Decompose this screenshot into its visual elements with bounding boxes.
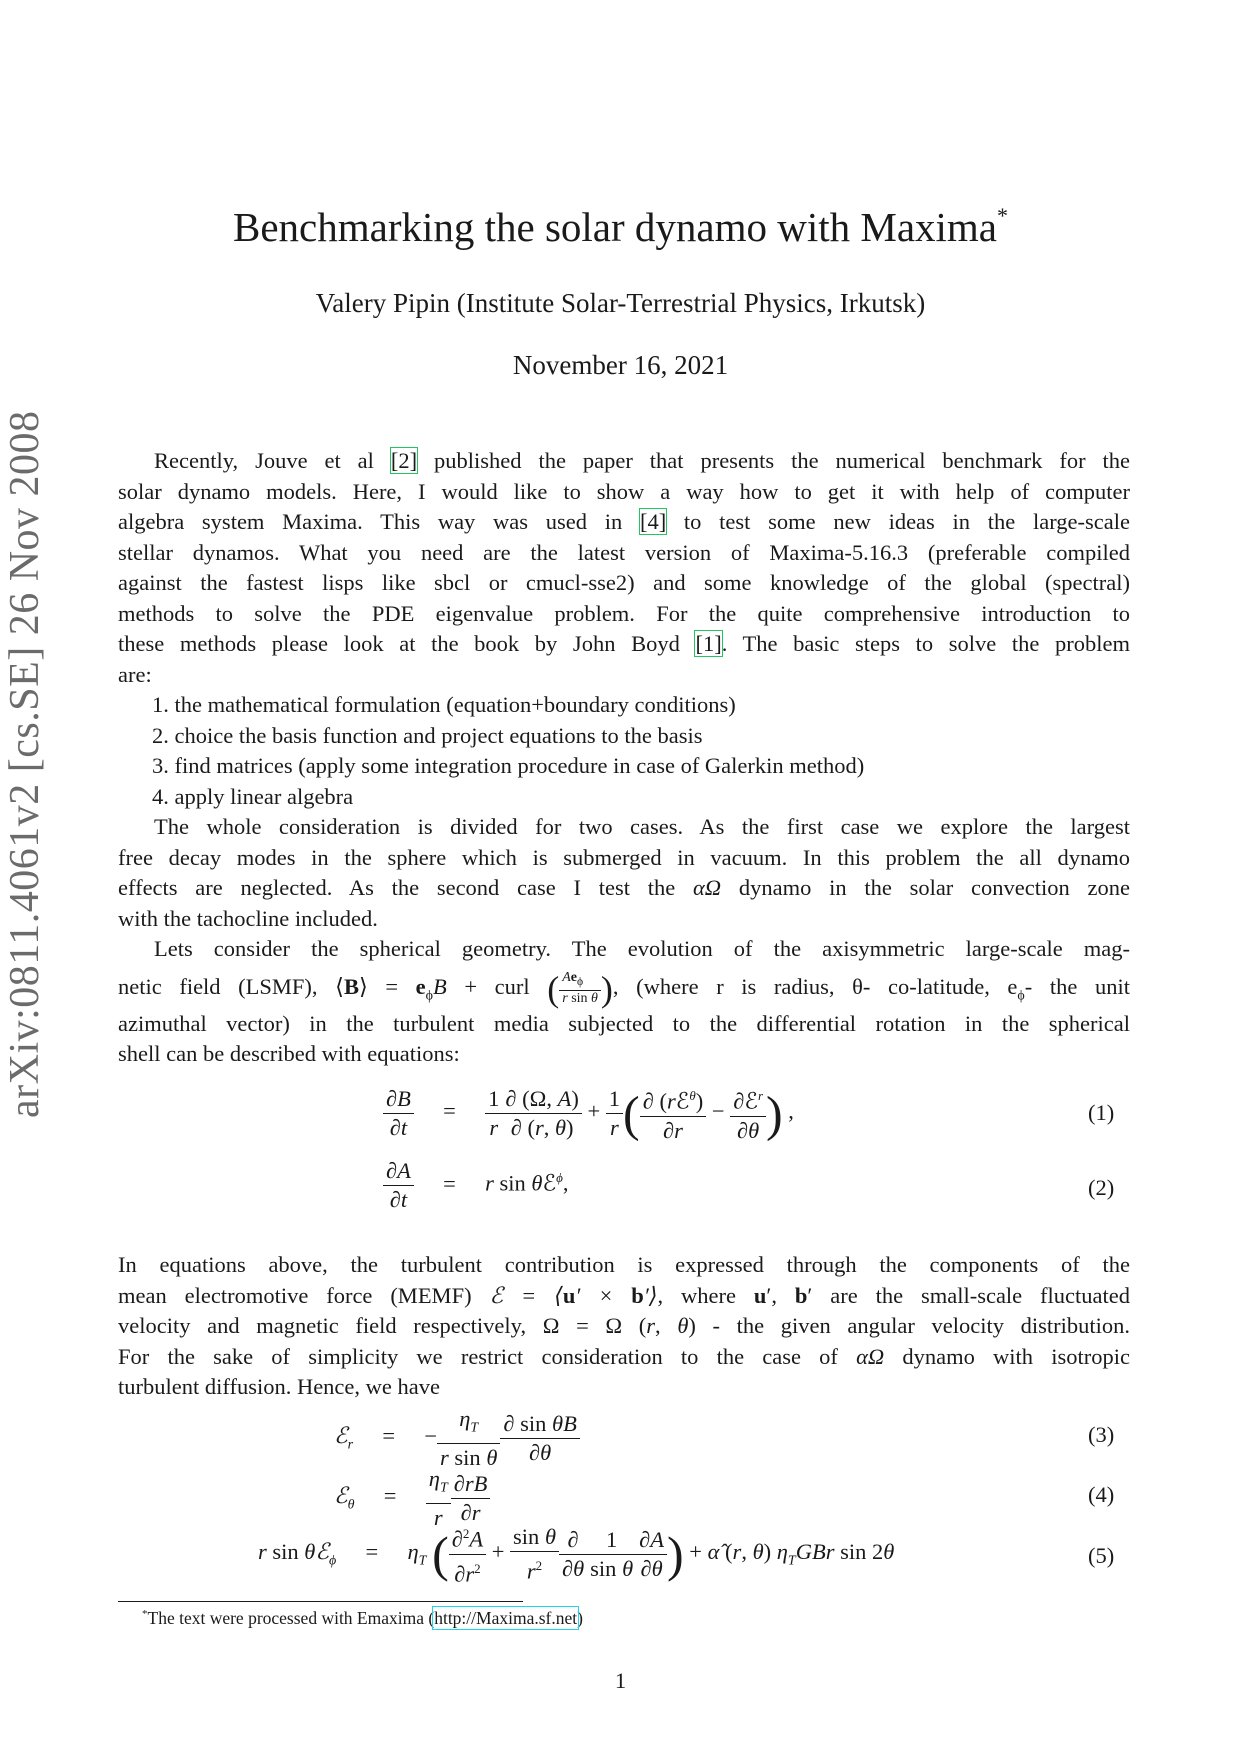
- equation-number: (1): [1088, 1100, 1115, 1125]
- text-line: methods to solve the PDE eigenvalue problem. For the quite comprehensive introduction to: [118, 600, 1130, 626]
- text-line: free decay modes in the sphere which is submerged in vacuum. In this problem the all dynamo: [118, 844, 1130, 870]
- cases-paragraph: [118, 812, 1130, 934]
- citation-link[interactable]: [2]: [390, 448, 418, 473]
- text-line: turbulent diffusion. Hence, we have: [118, 1374, 440, 1399]
- text-line: netic field (LSMF), ⟨B⟩ = $e_\phi B$ + curl ( $\frac{Ae_\phi}{\text{r sin θ}}$ ), (where r is radius, θ- co-latitude, $e_\phi-$ the unit: [118, 968, 1130, 1009]
- text-line: The whole consideration is divided for two cases. As the first case we explore the largest: [154, 814, 1130, 839]
- text-line: velocity and magnetic field respectively, Ω = Ω (r, θ) - the given angular velocity distribution.: [118, 1313, 1131, 1338]
- steps-list: [152, 690, 864, 812]
- text-line: effects are neglected. As the second case I test the αΩ dynamo in the solar convection zone: [118, 875, 1130, 900]
- equation-1: $\frac{\partial B}{\partial t}$ = $\frac{1}{r}$ $\frac{\partial (\Omega, A)}{\partial (r, \theta)}$ + $\frac{1}{r}$ ( $\frac{\partial (rℰ^\theta)}{\partial r}$ − $\frac{\partial ℰ^r}{\partial\theta}$ ) ,: [383, 1082, 794, 1145]
- date-line: November 16, 2021: [512, 350, 729, 380]
- omega-formula: Ω = Ω (r, θ): [542, 1313, 696, 1338]
- text-line: are:: [118, 661, 152, 687]
- title-text: Benchmarking the solar dynamo with Maxima: [232, 204, 998, 250]
- text-line: Lets consider the spherical geometry. The evolution of the axisymmetric large-scale mag-: [154, 936, 1130, 961]
- memf-formula: ℰ = ⟨u′ × b′⟩: [489, 1282, 658, 1308]
- equation-4: ℰ$_\theta$ = $\frac{\eta_T}{r}$ $\frac{\partial rB}{\partial r}$: [334, 1465, 490, 1532]
- equation-number: (4): [1088, 1482, 1115, 1507]
- fluct-vars: u′, b′: [753, 1282, 813, 1308]
- citation-link[interactable]: [1]: [695, 631, 722, 656]
- equation-number: (5): [1088, 1543, 1115, 1568]
- list-item: 2. choice the basis function and project equations to the basis: [152, 722, 703, 748]
- list-item: 1. the mathematical formulation (equation+boundary conditions): [152, 692, 736, 717]
- footnote: *The text were processed with Emaxima (http://Maxima.sf.net): [142, 1608, 583, 1628]
- paper-title: [0, 203, 1241, 251]
- text-line: with the tachocline included.: [118, 905, 378, 931]
- text-line: these methods please look at the book by John Boyd [1]. The basic steps to solve the problem: [118, 631, 1130, 656]
- author-line: Valery Pipin (Institute Solar-Terrestrial Physics, Irkutsk): [315, 288, 926, 318]
- geometry-paragraph: [118, 934, 1130, 1070]
- text-line: shell can be described with equations:: [118, 1041, 460, 1066]
- citation-link[interactable]: [4]: [639, 509, 667, 534]
- text-line: algebra system Maxima. This way was used in [4] to test some new ideas in the large-scale: [118, 509, 1130, 534]
- title-footnote-mark: *: [997, 203, 1009, 228]
- text-line: For the sake of simplicity we restrict consideration to the case of αΩ dynamo with isotropic: [118, 1343, 1130, 1369]
- intro-paragraph: [118, 446, 1130, 690]
- memf-paragraph: [118, 1250, 1130, 1403]
- maxima-url-link[interactable]: http://Maxima.sf.net: [434, 1608, 578, 1628]
- equation-3: ℰ$_r$ = − $\frac{\eta_T}{\text{r sin θ}}$ $\frac{\text{∂ sin θB}}{\partial\theta}$: [334, 1405, 580, 1472]
- text-line: stellar dynamos. What you need are the latest version of Maxima-5.16.3 (preferable compiled: [118, 539, 1130, 565]
- equation-number: (2): [1088, 1175, 1115, 1200]
- arxiv-identifier: arXiv:0811.4061v2 [cs.SE] 26 Nov 2008: [2, 410, 48, 1118]
- equation-2: $\frac{\partial A}{\partial t}$ = r sin θℰ$^\phi$,: [383, 1157, 568, 1214]
- lsmf-formula: ⟨B⟩ = $e_\phi B$ + curl ( $\frac{Ae_\phi}{\text{r sin θ}}$ ): [335, 968, 613, 1009]
- page-number: 1: [614, 1668, 627, 1693]
- text-line: against the fastest lisps like sbcl or cmucl-sse2) and some knowledge of the global (spectral): [118, 570, 1130, 595]
- equation-number: (3): [1088, 1422, 1115, 1447]
- list-item: 3. find matrices (apply some integration procedure in case of Galerkin method): [152, 753, 865, 778]
- phi-subscript: ϕ: [1017, 988, 1025, 1003]
- text-line: In equations above, the turbulent contribution is expressed through the components of the: [118, 1252, 1130, 1277]
- text-line: azimuthal vector) in the turbulent media subjected to the differential rotation in the spherical: [118, 1010, 1130, 1036]
- text-line: mean electromotive force (MEMF) ℰ = ⟨u′ × b′⟩, where u′, b′ are the small-scale fluctuated: [118, 1282, 1131, 1308]
- list-item: 4. apply linear algebra: [152, 783, 354, 809]
- footnote-rule: [118, 1601, 523, 1602]
- text-line: solar dynamo models. Here, I would like to show a way how to get it with help of computer: [118, 478, 1130, 504]
- text-line: Recently, Jouve et al [2] published the paper that presents the numerical benchmark for the: [154, 448, 1130, 473]
- equation-5: r sin θℰ$_\phi$ = $\eta_T$ ( $\frac{\partial^2A}{\partial r^2}$ + $\frac{\text{sin θ}}{r^2}$ $\frac{\partial}{\partial\theta}$ $\frac{1}{\text{sin θ}}$ $\frac{\partial A}{\partial\theta}$ ) + α̂ (r, θ) $\eta_TGBr$ sin 2θ: [258, 1520, 894, 1588]
